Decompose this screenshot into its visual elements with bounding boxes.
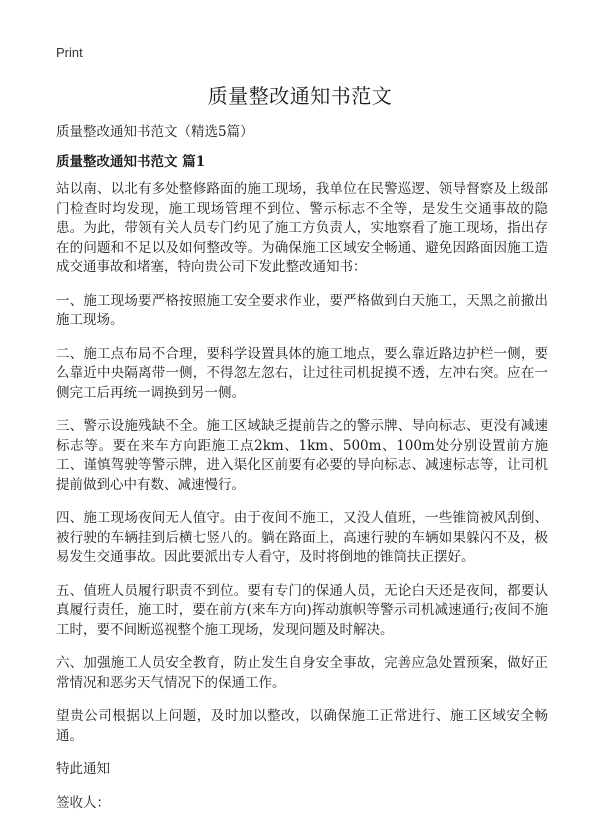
print-link[interactable]: Print (56, 45, 83, 60)
item-paragraph-2: 二、施工点布局不合理，要科学设置具体的施工地点，要么靠近路边护栏一侧，要么靠近中央隔离带一侧，不得忽左忽右，让过往司机捉摸不透，左冲右突。应在一侧完工后再统一调换到另一侧。 (56, 345, 548, 401)
intro-paragraph: 站以南、以北有多处整修路面的施工现场，我单位在民警巡逻、领导督察及上级部门检查时均发现，施工现场管理不到位、警示标志不全等，是发生交通事故的隐患。为此，带领有关人员专门约见了施工方负责人，实地察看了施工现场，指出存在的问题和不足以及如何整改等。为确保施工区域安全畅通、避免因路面因施工造成交通事故和堵塞，特向贵公司下发此整改通知书： (56, 181, 548, 275)
document-body (56, 180, 548, 827)
notice-line: 特此通知 (56, 761, 110, 777)
item-paragraph-4: 四、施工现场夜间无人值守。由于夜间不施工，又没人值班，一些锥筒被风刮倒、被行驶的车辆挂到后横七竖八的。躺在路面上，高速行驶的车辆如果躲闪不及，极易发生交通事故。因此要派出专人看守，及时将倒地的锥筒扶正摆好。 (56, 510, 548, 565)
item-paragraph-3: 三、警示设施残缺不全。施工区域缺乏提前告之的警示牌、导向标志、更没有减速标志等。要在来车方向距施工点2km、1km、500m、100m处分别设置前方施工、谨慎驾驶等警示牌，进入渠化区前要有必要的导向标志、减速标志等，让司机提前做到心中有数、减速慢行。 (56, 418, 548, 493)
document-subtitle: 质量整改通知书范文（精选5篇） (56, 124, 254, 140)
item-paragraph-6: 六、加强施工人员安全教育，防止发生自身安全事故，完善应急处置预案，做好正常情况和恶劣天气情况下的保通工作。 (56, 655, 548, 691)
signature-line: 签收人： (56, 794, 110, 811)
closing-paragraph: 望贵公司根据以上问题，及时加以整改，以确保施工正常进行、施工区域安全畅通。 (56, 708, 548, 744)
section-heading: 质量整改通知书范文 篇1 (56, 154, 206, 170)
document-title: 质量整改通知书范文 (207, 84, 393, 108)
item-paragraph-1: 一、施工现场要严格按照施工安全要求作业，要严格做到白天施工，天黑之前撤出施工现场。 (56, 292, 548, 328)
item-paragraph-5: 五、值班人员履行职责不到位。要有专门的保通人员，无论白天还是夜间，都要认真履行责任，施工时，要在前方(来车方向)挥动旗帜等警示司机减速通行;夜间不施工时，要不间断巡视整个施工现场，发现问题及时解决。 (56, 582, 548, 638)
